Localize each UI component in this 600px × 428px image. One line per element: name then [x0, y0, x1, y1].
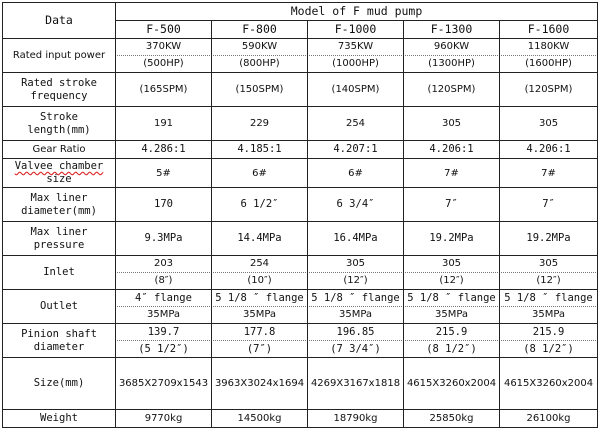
table-cell: 6# [308, 159, 404, 188]
row-label: Inlet [3, 256, 116, 290]
model-header: F-1600 [500, 21, 598, 39]
table-cell: 14.4MPa [212, 222, 308, 256]
row-label-line: Max liner [30, 225, 88, 238]
row-label [3, 188, 116, 222]
table-cell [500, 324, 598, 358]
table-cell [212, 324, 308, 358]
row-valve-chamber-size [3, 159, 598, 188]
cell-bottom: (8 1/2″) [523, 343, 574, 355]
row-label: Rated input power [3, 39, 116, 73]
cell-bottom: (5 1/2″) [138, 343, 189, 355]
row-label-line: Pinion shaft [21, 327, 97, 340]
cell-bottom: (800HP) [239, 58, 280, 69]
row-max-liner-diameter [3, 188, 598, 222]
table-cell: 191 [116, 107, 212, 141]
row-label-line: Rated stroke [21, 76, 97, 89]
row-label [3, 222, 116, 256]
row-label: Size(mm) [3, 358, 116, 410]
cell-top: 1180KW [501, 39, 596, 56]
table-cell: 6 1/2″ [212, 188, 308, 222]
row-max-liner-pressure [3, 222, 598, 256]
row-rated-input-power [3, 39, 598, 73]
table-cell [404, 324, 500, 358]
cell-top: 305 [405, 256, 498, 273]
table-cell [500, 39, 598, 73]
table-cell: 14500kg [212, 410, 308, 428]
row-rated-stroke-frequency [3, 73, 598, 107]
cell-top: 5 1/8 ″ flange [213, 290, 306, 307]
row-pinion-shaft-diameter [3, 324, 598, 358]
row-label: Gear Ratio [3, 141, 116, 159]
table-cell: (165SPM) [116, 73, 212, 107]
table-cell [404, 290, 500, 324]
row-label [3, 324, 116, 358]
row-label-line [4, 160, 114, 173]
table-cell [212, 256, 308, 290]
row-stroke-length [3, 107, 598, 141]
table-cell: 305 [500, 107, 598, 141]
table-cell: 170 [116, 188, 212, 222]
table-cell [500, 256, 598, 290]
row-label-line: diameter [33, 340, 85, 353]
table-cell: 229 [212, 107, 308, 141]
cell-bottom: (7 3/4″) [330, 343, 381, 355]
cell-top: 370KW [117, 39, 210, 56]
cell-bottom: (1300HP) [428, 58, 475, 69]
row-label-line: frequency [30, 89, 88, 102]
table-cell: 4.206:1 [500, 141, 598, 159]
table-cell [308, 324, 404, 358]
table-cell: 9.3MPa [116, 222, 212, 256]
table-cell: 254 [308, 107, 404, 141]
table-cell: 25850kg [404, 410, 500, 428]
cell-top: 305 [501, 256, 596, 273]
row-label-line: Stroke [40, 110, 78, 123]
table-cell: 7# [500, 159, 598, 188]
header-row-group [3, 3, 598, 21]
row-label-line: size [46, 173, 72, 185]
cell-top: 5 1/8 ″ flange [309, 290, 402, 307]
cell-top: 5 1/8 ″ flange [501, 290, 596, 307]
corner-header: Data [3, 3, 116, 39]
model-header: F-1000 [308, 21, 404, 39]
table-cell [308, 256, 404, 290]
row-label-line: diameter(mm) [21, 204, 97, 217]
table-cell: 4615X3260x2004 [404, 358, 500, 410]
table-cell: 16.4MPa [308, 222, 404, 256]
cell-top: 215.9 [501, 324, 596, 341]
table-cell: 18790kg [308, 410, 404, 428]
table-cell: 26100kg [500, 410, 598, 428]
model-header: F-800 [212, 21, 308, 39]
cell-top: 254 [213, 256, 306, 273]
table-cell [212, 290, 308, 324]
row-inlet [3, 256, 598, 290]
table-cell: 305 [404, 107, 500, 141]
cell-bottom: (1600HP) [525, 58, 572, 69]
cell-top: 960KW [405, 39, 498, 56]
model-header: F-1300 [404, 21, 500, 39]
group-header: Model of F mud pump [116, 3, 598, 21]
row-label-line: Max liner [30, 191, 88, 204]
cell-top: 215.9 [405, 324, 498, 341]
cell-bottom: (12″) [439, 275, 464, 286]
row-label-text: Valvee chamber [14, 160, 104, 172]
table-cell: 3963X3024x1694 [212, 358, 308, 410]
table-cell: 3685X2709x1543 [116, 358, 212, 410]
table-cell [308, 39, 404, 73]
table-cell [116, 290, 212, 324]
row-label: Weight [3, 410, 116, 428]
table-cell: 4.286:1 [116, 141, 212, 159]
cell-bottom: (500HP) [143, 58, 184, 69]
table-cell [116, 39, 212, 73]
table-cell: 4.207:1 [308, 141, 404, 159]
row-gear-ratio [3, 141, 598, 159]
table-cell [500, 290, 598, 324]
table-cell: 4.185:1 [212, 141, 308, 159]
row-size [3, 358, 598, 410]
cell-bottom: (1000HP) [332, 58, 379, 69]
table-cell [308, 290, 404, 324]
cell-bottom: 35MPa [531, 309, 566, 320]
cell-top: 177.8 [213, 324, 306, 341]
table-cell: 6 3/4″ [308, 188, 404, 222]
cell-bottom: 35MPa [338, 309, 373, 320]
mud-pump-spec-table [2, 2, 598, 428]
table-cell: 4615X3260x2004 [500, 358, 598, 410]
cell-bottom: 35MPa [146, 309, 181, 320]
cell-top: 196.85 [309, 324, 402, 341]
table-cell [116, 324, 212, 358]
table-cell: 7# [404, 159, 500, 188]
cell-top: 4″ flange [117, 290, 210, 307]
cell-top: 735KW [309, 39, 402, 56]
cell-bottom: (12″) [536, 275, 561, 286]
row-label [3, 159, 116, 188]
cell-bottom: (12″) [343, 275, 368, 286]
table-cell [404, 256, 500, 290]
row-label [3, 73, 116, 107]
table-cell: (120SPM) [500, 73, 598, 107]
row-outlet [3, 290, 598, 324]
table-cell [404, 39, 500, 73]
table-cell: (140SPM) [308, 73, 404, 107]
cell-bottom: (7″) [246, 343, 273, 355]
cell-top: 139.7 [117, 324, 210, 341]
row-label: Outlet [3, 290, 116, 324]
table-cell: 7″ [404, 188, 500, 222]
row-label [3, 107, 116, 141]
table-cell: (120SPM) [404, 73, 500, 107]
cell-top: 203 [117, 256, 210, 273]
table-cell: (150SPM) [212, 73, 308, 107]
cell-top: 590KW [213, 39, 306, 56]
table-cell: 19.2MPa [500, 222, 598, 256]
cell-bottom: 35MPa [242, 309, 277, 320]
cell-bottom: (8 1/2″) [426, 343, 477, 355]
cell-top: 305 [309, 256, 402, 273]
row-label-line: pressure [33, 238, 85, 251]
table-cell: 5# [116, 159, 212, 188]
cell-bottom: (8″) [154, 275, 173, 286]
cell-bottom: 35MPa [434, 309, 469, 320]
row-label-line: length(mm) [27, 123, 91, 136]
model-header: F-500 [116, 21, 212, 39]
table-cell: 7″ [500, 188, 598, 222]
table-cell [116, 256, 212, 290]
table-cell: 4269X3167x1818 [308, 358, 404, 410]
table-cell: 19.2MPa [404, 222, 500, 256]
cell-bottom: (10″) [247, 275, 272, 286]
table-cell: 9770kg [116, 410, 212, 428]
spec-table-body [3, 3, 598, 428]
table-cell: 6# [212, 159, 308, 188]
cell-top: 5 1/8 ″ flange [405, 290, 498, 307]
table-cell: 4.206:1 [404, 141, 500, 159]
row-weight [3, 410, 598, 428]
table-cell [212, 39, 308, 73]
